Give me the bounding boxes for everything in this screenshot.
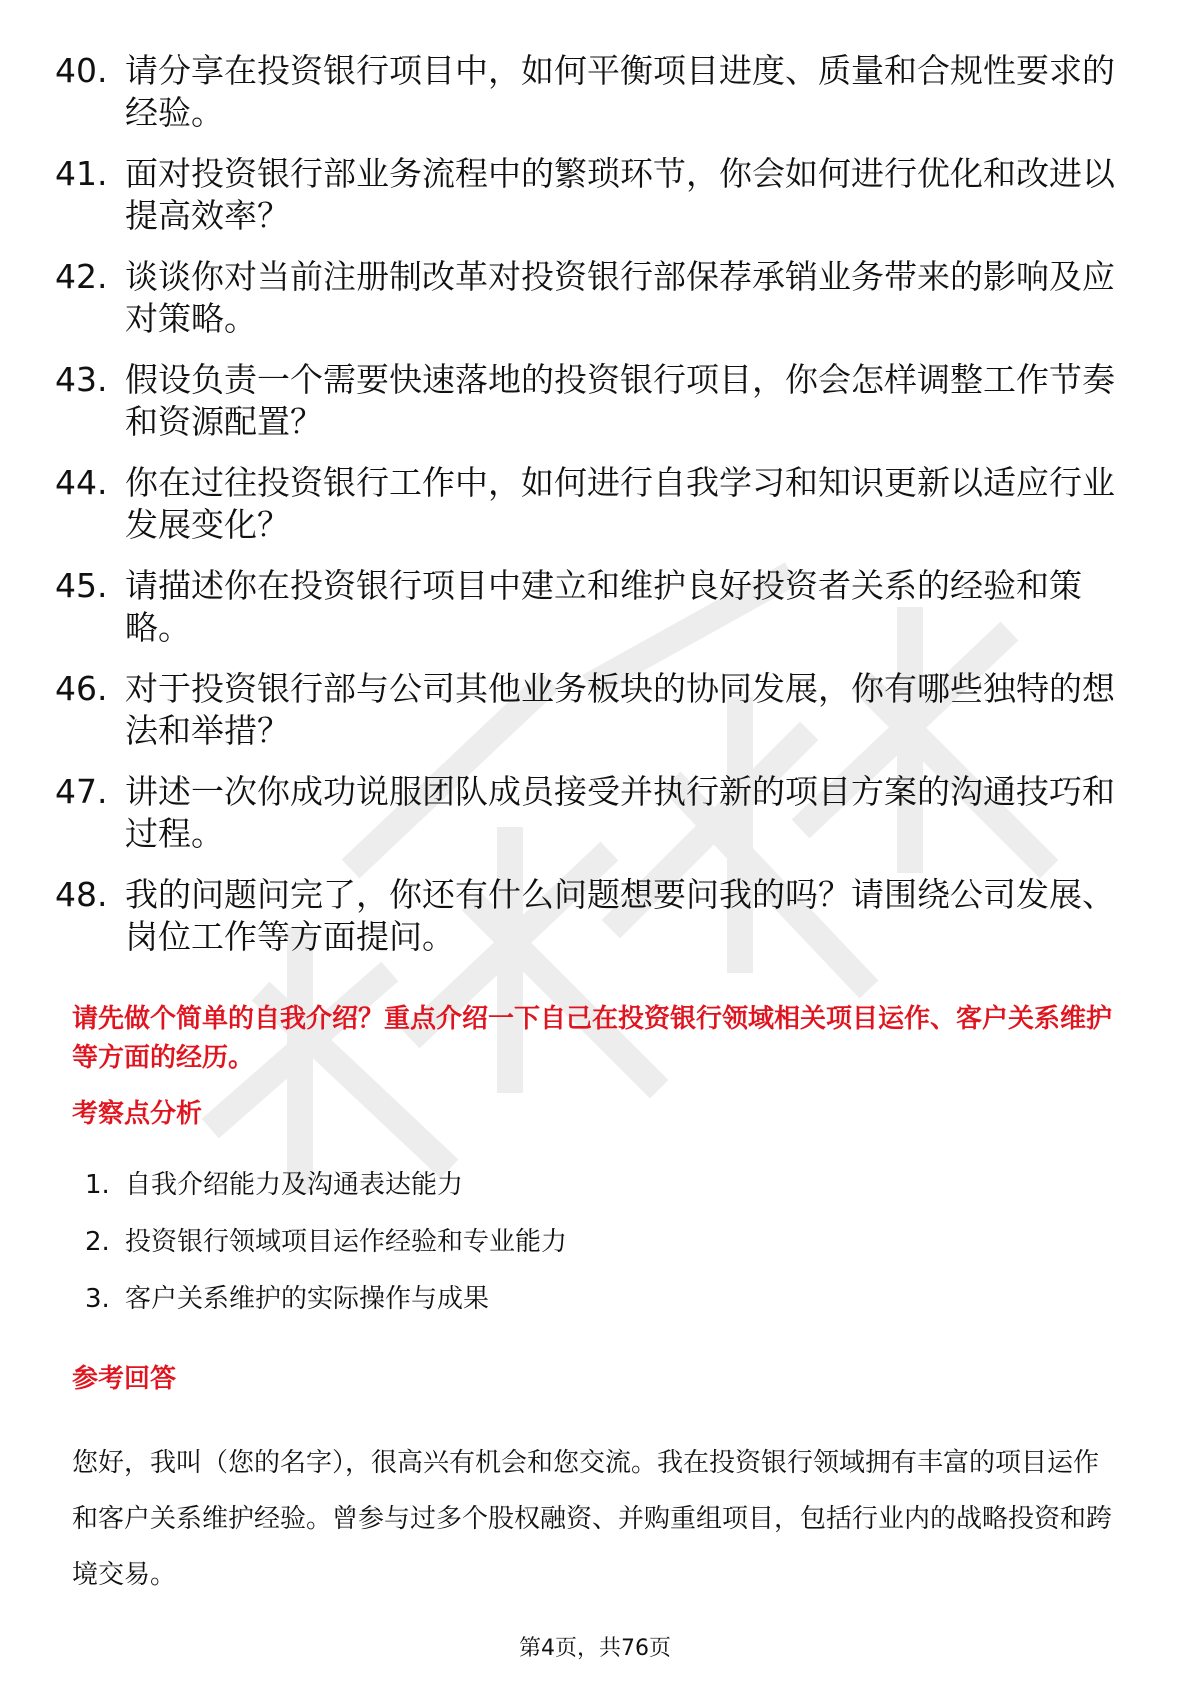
question-text: 你在过往投资银行工作中，如何进行自我学习和知识更新以适应行业发展变化？ [125, 463, 1115, 544]
point-text: 客户关系维护的实际操作与成果 [125, 1284, 490, 1314]
analysis-points [85, 1168, 567, 1339]
question-number: 44. [55, 463, 108, 502]
question-item [55, 771, 1115, 855]
question-number: 47. [55, 772, 108, 811]
question-item [55, 359, 1115, 443]
question-number: 45. [55, 566, 108, 605]
question-text: 我的问题问完了，你还有什么问题想要问我的吗？请围绕公司发展、岗位工作等方面提问。 [125, 875, 1115, 956]
question-item [55, 256, 1115, 340]
point-number: 1. [85, 1170, 110, 1200]
analysis-point [85, 1282, 567, 1316]
page-footer: 第4页，共76页 [519, 1636, 671, 1661]
point-text: 投资银行领域项目运作经验和专业能力 [125, 1227, 568, 1257]
question-text: 请分享在投资银行项目中，如何平衡项目进度、质量和合规性要求的经验。 [125, 51, 1115, 132]
question-number: 46. [55, 669, 108, 708]
analysis-point [85, 1225, 567, 1259]
question-text: 假设负责一个需要快速落地的投资银行项目，你会怎样调整工作节奏和资源配置？ [125, 360, 1115, 441]
question-item [55, 874, 1115, 958]
question-item [55, 668, 1115, 752]
question-number: 42. [55, 257, 108, 296]
point-text: 自我介绍能力及沟通表达能力 [125, 1170, 464, 1200]
question-text: 面对投资银行部业务流程中的繁琐环节，你会如何进行优化和改进以提高效率？ [125, 154, 1115, 235]
question-item [55, 565, 1115, 649]
analysis-title: 考察点分析 [72, 1099, 203, 1129]
question-item [55, 50, 1115, 134]
question-list [55, 50, 1115, 977]
question-text: 谈谈你对当前注册制改革对投资银行部保荐承销业务带来的影响及应对策略。 [125, 257, 1115, 338]
analysis-point [85, 1168, 567, 1202]
question-number: 40. [55, 51, 108, 90]
question-text: 请描述你在投资银行项目中建立和维护良好投资者关系的经验和策略。 [125, 566, 1082, 647]
highlight-question: 请先做个简单的自我介绍？重点介绍一下自己在投资银行领域相关项目运作、客户关系维护等方面的经历。 [72, 1004, 1113, 1073]
question-text: 讲述一次你成功说服团队成员接受并执行新的项目方案的沟通技巧和过程。 [125, 772, 1115, 853]
answer-text: 您好，我叫（您的名字），很高兴有机会和您交流。我在投资银行领域拥有丰富的项目运作和客户关系维护经验。曾参与过多个股权融资、并购重组项目，包括行业内的战略投资和跨境交易。 [72, 1448, 1113, 1590]
answer-title: 参考回答 [72, 1364, 177, 1394]
question-text: 对于投资银行部与公司其他业务板块的协同发展，你有哪些独特的想法和举措？ [125, 669, 1115, 750]
point-number: 3. [85, 1284, 110, 1314]
question-number: 41. [55, 154, 108, 193]
point-number: 2. [85, 1227, 110, 1257]
question-item [55, 153, 1115, 237]
question-number: 43. [55, 360, 108, 399]
question-item [55, 462, 1115, 546]
question-number: 48. [55, 875, 108, 914]
